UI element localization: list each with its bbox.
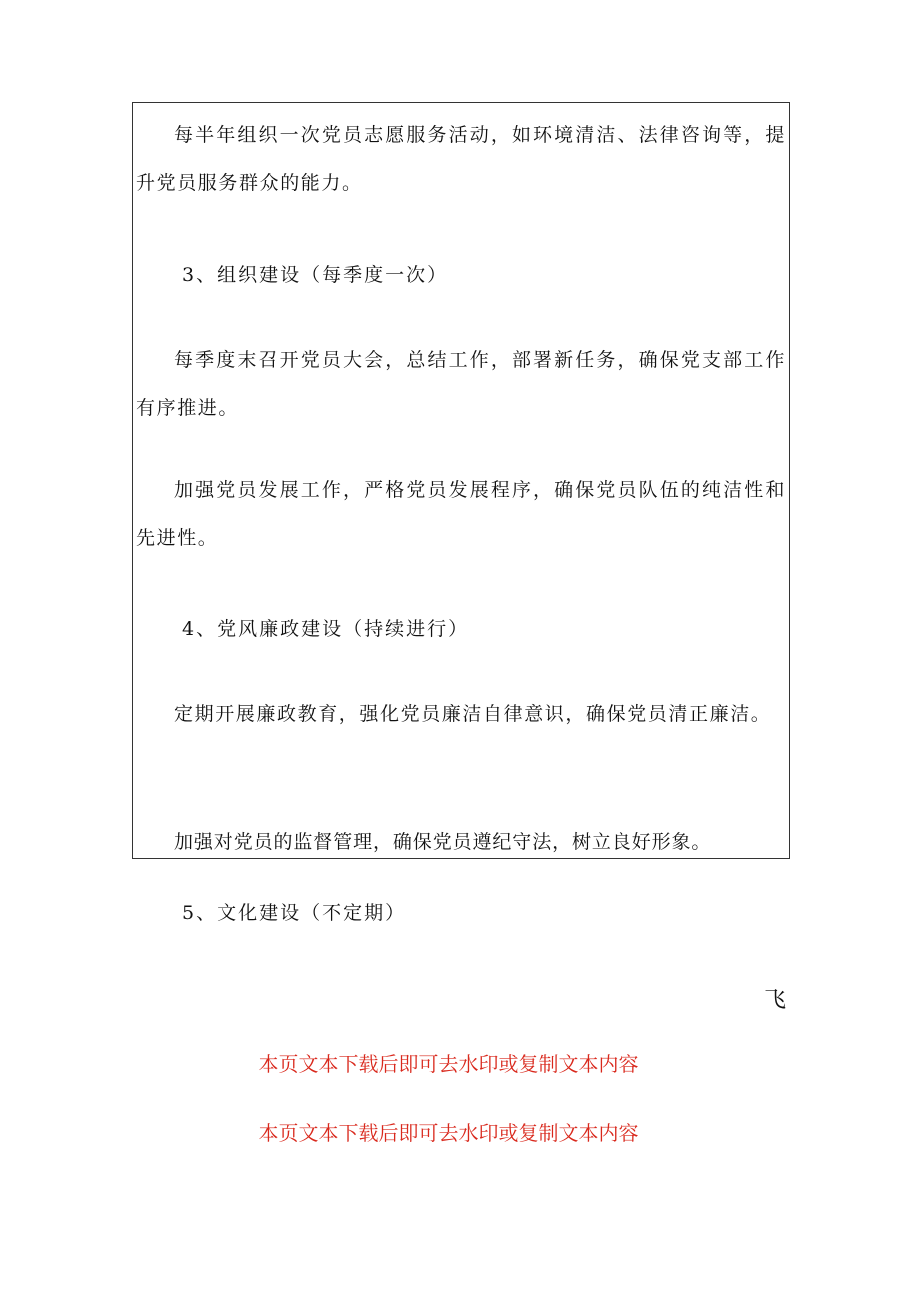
- paragraph-member-development: 加强党员发展工作，严格党员发展程序，确保党员队伍的纯洁性和先进性。: [136, 479, 786, 549]
- paragraph-supervision: 加强对党员的监督管理，确保党员遵纪守法，树立良好形象。: [174, 831, 712, 853]
- page-mark: 飞: [764, 988, 787, 1013]
- heading-organization-building: 3、组织建设（每季度一次）: [182, 264, 449, 286]
- paragraph-volunteer-service: 每半年组织一次党员志愿服务活动，如环境清洁、法律咨询等，提升党员服务群众的能力。: [136, 124, 786, 194]
- watermark-notice: 本页文本下载后即可去水印或复制文本内容: [258, 1121, 639, 1145]
- heading-culture-building: 5、文化建设（不定期）: [182, 902, 407, 924]
- watermark-notice: 本页文本下载后即可去水印或复制文本内容: [258, 1052, 639, 1076]
- paragraph-party-meeting: 每季度末召开党员大会，总结工作，部署新任务，确保党支部工作有序推进。: [136, 349, 786, 419]
- paragraph-integrity-education: 定期开展廉政教育，强化党员廉洁自律意识，确保党员清正廉洁。: [174, 703, 772, 725]
- heading-integrity-building: 4、党风廉政建设（持续进行）: [182, 618, 470, 640]
